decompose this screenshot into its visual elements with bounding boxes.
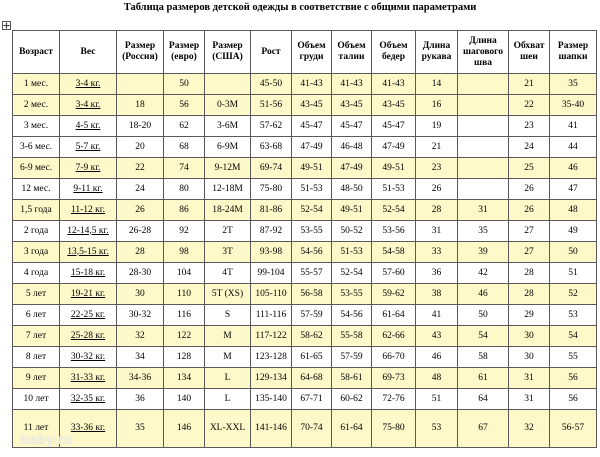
- cell-weight: 31-33 кг.: [60, 368, 117, 389]
- cell-hips: 51-53: [372, 179, 416, 200]
- cell-inseam: [458, 158, 509, 179]
- cell-weight: 12-14,5 кг.: [60, 221, 117, 242]
- cell-size-euro: 110: [164, 284, 205, 305]
- cell-hat: 56: [550, 368, 597, 389]
- cell-height: 117-122: [251, 326, 292, 347]
- header-inseam: Длина шагового шва: [458, 31, 509, 74]
- cell-size-usa: 6-9M: [205, 137, 251, 158]
- cell-age: 4 года: [13, 263, 60, 284]
- cell-sleeve: 33: [416, 242, 458, 263]
- cell-waist: 49-51: [332, 200, 372, 221]
- table-row: [13, 389, 597, 410]
- cell-size-russia: 26: [117, 200, 164, 221]
- table-move-handle-icon[interactable]: [2, 21, 11, 30]
- cell-size-euro: 50: [164, 74, 205, 95]
- cell-height: 81-86: [251, 200, 292, 221]
- cell-height: 129-134: [251, 368, 292, 389]
- cell-weight: 15-18 кг.: [60, 263, 117, 284]
- cell-inseam: 58: [458, 347, 509, 368]
- header-sleeve: Длина рукава: [416, 31, 458, 74]
- cell-sleeve: 19: [416, 116, 458, 137]
- cell-waist: 41-43: [332, 74, 372, 95]
- cell-inseam: 39: [458, 242, 509, 263]
- header-age: Возраст: [13, 31, 60, 74]
- cell-hat: 53: [550, 305, 597, 326]
- cell-weight: 4-5 кг.: [60, 116, 117, 137]
- cell-size-russia: 28: [117, 242, 164, 263]
- cell-size-euro: 146: [164, 410, 205, 448]
- cell-age: 1 мес.: [13, 74, 60, 95]
- cell-height: 105-110: [251, 284, 292, 305]
- header-hat: Размер шапки: [550, 31, 597, 74]
- cell-size-euro: 122: [164, 326, 205, 347]
- cell-inseam: 35: [458, 221, 509, 242]
- cell-neck: 21: [509, 74, 550, 95]
- cell-sleeve: 16: [416, 95, 458, 116]
- cell-size-euro: 116: [164, 305, 205, 326]
- cell-size-usa: 9-12M: [205, 158, 251, 179]
- cell-neck: 31: [509, 368, 550, 389]
- cell-height: 99-104: [251, 263, 292, 284]
- cell-size-euro: 74: [164, 158, 205, 179]
- cell-size-usa: L: [205, 389, 251, 410]
- cell-weight: 30-32 кг.: [60, 347, 117, 368]
- cell-sleeve: 38: [416, 284, 458, 305]
- cell-inseam: 46: [458, 284, 509, 305]
- cell-age: 3 года: [13, 242, 60, 263]
- cell-weight: 5-7 кг.: [60, 137, 117, 158]
- table-row: [13, 200, 597, 221]
- cell-chest: 58-62: [292, 326, 332, 347]
- cell-hat: 52: [550, 284, 597, 305]
- cell-hat: 35-40: [550, 95, 597, 116]
- cell-hat: 50: [550, 242, 597, 263]
- cell-hips: 66-70: [372, 347, 416, 368]
- cell-weight: 3-4 кг.: [60, 95, 117, 116]
- table-row: [13, 263, 597, 284]
- cell-inseam: 50: [458, 305, 509, 326]
- cell-age: 8 лет: [13, 347, 60, 368]
- cell-neck: 28: [509, 284, 550, 305]
- cell-inseam: 54: [458, 326, 509, 347]
- header-size-usa: Размер (США): [205, 31, 251, 74]
- cell-waist: 47-49: [332, 158, 372, 179]
- cell-height: 45-50: [251, 74, 292, 95]
- cell-size-usa: 3-6M: [205, 116, 251, 137]
- cell-sleeve: 46: [416, 347, 458, 368]
- cell-hat: 56-57: [550, 410, 597, 448]
- cell-age: 9 лет: [13, 368, 60, 389]
- cell-size-russia: 26-28: [117, 221, 164, 242]
- header-size-euro: Размер (евро): [164, 31, 205, 74]
- cell-sleeve: 14: [416, 74, 458, 95]
- cell-hat: 35: [550, 74, 597, 95]
- cell-size-euro: 80: [164, 179, 205, 200]
- cell-waist: 57-59: [332, 347, 372, 368]
- cell-hips: 59-62: [372, 284, 416, 305]
- cell-age: 2 мес.: [13, 95, 60, 116]
- cell-age: 3 мес.: [13, 116, 60, 137]
- cell-size-euro: 140: [164, 389, 205, 410]
- size-table: [12, 30, 597, 448]
- cell-sleeve: 23: [416, 158, 458, 179]
- cell-neck: 24: [509, 137, 550, 158]
- cell-waist: 58-61: [332, 368, 372, 389]
- cell-neck: 29: [509, 305, 550, 326]
- cell-waist: 54-56: [332, 305, 372, 326]
- cell-size-russia: 18: [117, 95, 164, 116]
- cell-hips: 53-56: [372, 221, 416, 242]
- table-row: [13, 326, 597, 347]
- cell-sleeve: 53: [416, 410, 458, 448]
- cell-hips: 52-54: [372, 200, 416, 221]
- cell-chest: 56-58: [292, 284, 332, 305]
- cell-sleeve: 41: [416, 305, 458, 326]
- cell-size-euro: 134: [164, 368, 205, 389]
- cell-hat: 46: [550, 158, 597, 179]
- cell-age: 12 мес.: [13, 179, 60, 200]
- cell-hat: 41: [550, 116, 597, 137]
- cell-size-euro: 98: [164, 242, 205, 263]
- cell-size-russia: 30: [117, 284, 164, 305]
- cell-inseam: 67: [458, 410, 509, 448]
- header-waist: Объем талии: [332, 31, 372, 74]
- cell-height: 63-68: [251, 137, 292, 158]
- cell-waist: 45-47: [332, 116, 372, 137]
- cell-size-usa: L: [205, 368, 251, 389]
- cell-sleeve: 48: [416, 368, 458, 389]
- cell-neck: 26: [509, 200, 550, 221]
- cell-chest: 45-47: [292, 116, 332, 137]
- header-height: Рост: [251, 31, 292, 74]
- cell-sleeve: 31: [416, 221, 458, 242]
- cell-waist: 48-50: [332, 179, 372, 200]
- cell-size-russia: 34-36: [117, 368, 164, 389]
- cell-chest: 54-56: [292, 242, 332, 263]
- cell-size-russia: 20: [117, 137, 164, 158]
- cell-hat: 49: [550, 221, 597, 242]
- cell-chest: 57-59: [292, 305, 332, 326]
- cell-height: 135-140: [251, 389, 292, 410]
- cell-size-euro: 62: [164, 116, 205, 137]
- header-neck: Обхват шеи: [509, 31, 550, 74]
- cell-chest: 41-43: [292, 74, 332, 95]
- table-row: [13, 410, 597, 448]
- cell-size-russia: 32: [117, 326, 164, 347]
- table-row: [13, 221, 597, 242]
- cell-inseam: 61: [458, 368, 509, 389]
- cell-waist: 60-62: [332, 389, 372, 410]
- cell-neck: 28: [509, 263, 550, 284]
- cell-height: 123-128: [251, 347, 292, 368]
- cell-chest: 53-55: [292, 221, 332, 242]
- cell-hips: 41-43: [372, 74, 416, 95]
- cell-hips: 57-60: [372, 263, 416, 284]
- cell-weight: 7-9 кг.: [60, 158, 117, 179]
- header-hips: Объем бедер: [372, 31, 416, 74]
- cell-weight: 9-11 кг.: [60, 179, 117, 200]
- cell-size-usa: 4T: [205, 263, 251, 284]
- cell-neck: 26: [509, 179, 550, 200]
- cell-inseam: [458, 116, 509, 137]
- cell-sleeve: 26: [416, 179, 458, 200]
- cell-size-usa: 3T: [205, 242, 251, 263]
- cell-height: 141-146: [251, 410, 292, 448]
- cell-weight: 13,5-15 кг.: [60, 242, 117, 263]
- cell-neck: 27: [509, 242, 550, 263]
- cell-age: 1,5 года: [13, 200, 60, 221]
- cell-size-usa: [205, 74, 251, 95]
- cell-weight: 32-35 кг.: [60, 389, 117, 410]
- cell-size-russia: 30-32: [117, 305, 164, 326]
- cell-waist: 55-58: [332, 326, 372, 347]
- table-row: [13, 137, 597, 158]
- cell-hips: 61-64: [372, 305, 416, 326]
- cell-size-russia: 28-30: [117, 263, 164, 284]
- cell-inseam: [458, 137, 509, 158]
- cell-size-euro: 68: [164, 137, 205, 158]
- table-row: [13, 179, 597, 200]
- cell-age: 10 лет: [13, 389, 60, 410]
- cell-hips: 72-76: [372, 389, 416, 410]
- cell-waist: 53-55: [332, 284, 372, 305]
- cell-waist: 61-64: [332, 410, 372, 448]
- table-row: [13, 158, 597, 179]
- cell-chest: 51-53: [292, 179, 332, 200]
- table-header-row: [13, 31, 597, 74]
- cell-height: 111-116: [251, 305, 292, 326]
- cell-chest: 49-51: [292, 158, 332, 179]
- cell-height: 93-98: [251, 242, 292, 263]
- cell-size-usa: 18-24M: [205, 200, 251, 221]
- cell-size-russia: 24: [117, 179, 164, 200]
- cell-inseam: [458, 179, 509, 200]
- cell-sleeve: 28: [416, 200, 458, 221]
- table-row: [13, 116, 597, 137]
- cell-waist: 46-48: [332, 137, 372, 158]
- cell-size-russia: 35: [117, 410, 164, 448]
- cell-size-euro: 86: [164, 200, 205, 221]
- cell-hat: 48: [550, 200, 597, 221]
- cell-weight: 19-21 кг.: [60, 284, 117, 305]
- cell-age: 2 года: [13, 221, 60, 242]
- cell-hat: 56: [550, 389, 597, 410]
- cell-sleeve: 51: [416, 389, 458, 410]
- cell-neck: 25: [509, 158, 550, 179]
- cell-neck: 30: [509, 347, 550, 368]
- cell-height: 51-56: [251, 95, 292, 116]
- cell-hat: 47: [550, 179, 597, 200]
- table-row: [13, 347, 597, 368]
- cell-chest: 70-74: [292, 410, 332, 448]
- cell-height: 69-74: [251, 158, 292, 179]
- cell-size-russia: [117, 74, 164, 95]
- cell-neck: 27: [509, 221, 550, 242]
- cell-hips: 62-66: [372, 326, 416, 347]
- cell-hips: 69-73: [372, 368, 416, 389]
- cell-waist: 50-52: [332, 221, 372, 242]
- header-chest: Объем груди: [292, 31, 332, 74]
- cell-age: 11 лет: [13, 410, 60, 448]
- table-row: [13, 74, 597, 95]
- cell-age: 6 лет: [13, 305, 60, 326]
- cell-size-russia: 22: [117, 158, 164, 179]
- table-row: [13, 242, 597, 263]
- cell-inseam: 31: [458, 200, 509, 221]
- cell-size-usa: 2T: [205, 221, 251, 242]
- cell-weight: 25-28 кг.: [60, 326, 117, 347]
- cell-inseam: [458, 95, 509, 116]
- cell-hips: 54-58: [372, 242, 416, 263]
- cell-weight: 33-36 кг.: [60, 410, 117, 448]
- cell-height: 57-62: [251, 116, 292, 137]
- cell-height: 75-80: [251, 179, 292, 200]
- cell-sleeve: 36: [416, 263, 458, 284]
- cell-age: 3-6 мес.: [13, 137, 60, 158]
- cell-chest: 43-45: [292, 95, 332, 116]
- cell-neck: 31: [509, 389, 550, 410]
- cell-size-euro: 128: [164, 347, 205, 368]
- cell-waist: 52-54: [332, 263, 372, 284]
- cell-hat: 51: [550, 263, 597, 284]
- cell-size-usa: S: [205, 305, 251, 326]
- cell-waist: 51-53: [332, 242, 372, 263]
- cell-hat: 54: [550, 326, 597, 347]
- cell-chest: 55-57: [292, 263, 332, 284]
- cell-height: 87-92: [251, 221, 292, 242]
- cell-hips: 75-80: [372, 410, 416, 448]
- cell-size-russia: 34: [117, 347, 164, 368]
- cell-size-russia: 36: [117, 389, 164, 410]
- cell-size-euro: 92: [164, 221, 205, 242]
- cell-hat: 55: [550, 347, 597, 368]
- cell-chest: 64-68: [292, 368, 332, 389]
- cell-hips: 47-49: [372, 137, 416, 158]
- cell-chest: 52-54: [292, 200, 332, 221]
- cell-inseam: [458, 74, 509, 95]
- cell-weight: 11-12 кг.: [60, 200, 117, 221]
- cell-age: 7 лет: [13, 326, 60, 347]
- cell-neck: 30: [509, 326, 550, 347]
- table-row: [13, 95, 597, 116]
- cell-size-usa: 12-18M: [205, 179, 251, 200]
- cell-weight: 22-25 кг.: [60, 305, 117, 326]
- cell-age: 5 лет: [13, 284, 60, 305]
- table-row: [13, 368, 597, 389]
- table-row: [13, 284, 597, 305]
- header-weight: Вес: [60, 31, 117, 74]
- cell-neck: 23: [509, 116, 550, 137]
- cell-size-russia: 18-20: [117, 116, 164, 137]
- cell-size-euro: 104: [164, 263, 205, 284]
- cell-chest: 61-65: [292, 347, 332, 368]
- cell-sleeve: 21: [416, 137, 458, 158]
- cell-hat: 44: [550, 137, 597, 158]
- cell-chest: 47-49: [292, 137, 332, 158]
- cell-waist: 43-45: [332, 95, 372, 116]
- cell-chest: 67-71: [292, 389, 332, 410]
- cell-inseam: 42: [458, 263, 509, 284]
- cell-hips: 45-47: [372, 116, 416, 137]
- cell-size-euro: 56: [164, 95, 205, 116]
- cell-size-usa: M: [205, 326, 251, 347]
- watermark-logo: baby.ru: [20, 431, 74, 447]
- table-title: Таблица размеров детской одежды в соответствие с общими параметрами: [123, 2, 477, 13]
- cell-hips: 49-51: [372, 158, 416, 179]
- header-size-russia: Размер (Россия): [117, 31, 164, 74]
- cell-size-usa: XL-XXL: [205, 410, 251, 448]
- table-row: [13, 305, 597, 326]
- cell-neck: 32: [509, 410, 550, 448]
- cell-inseam: 64: [458, 389, 509, 410]
- cell-size-usa: 0-3M: [205, 95, 251, 116]
- cell-hips: 43-45: [372, 95, 416, 116]
- cell-size-usa: 5T (XS): [205, 284, 251, 305]
- cell-size-usa: M: [205, 347, 251, 368]
- cell-weight: 3-4 кг.: [60, 74, 117, 95]
- cell-sleeve: 43: [416, 326, 458, 347]
- cell-age: 6-9 мес.: [13, 158, 60, 179]
- cell-neck: 22: [509, 95, 550, 116]
